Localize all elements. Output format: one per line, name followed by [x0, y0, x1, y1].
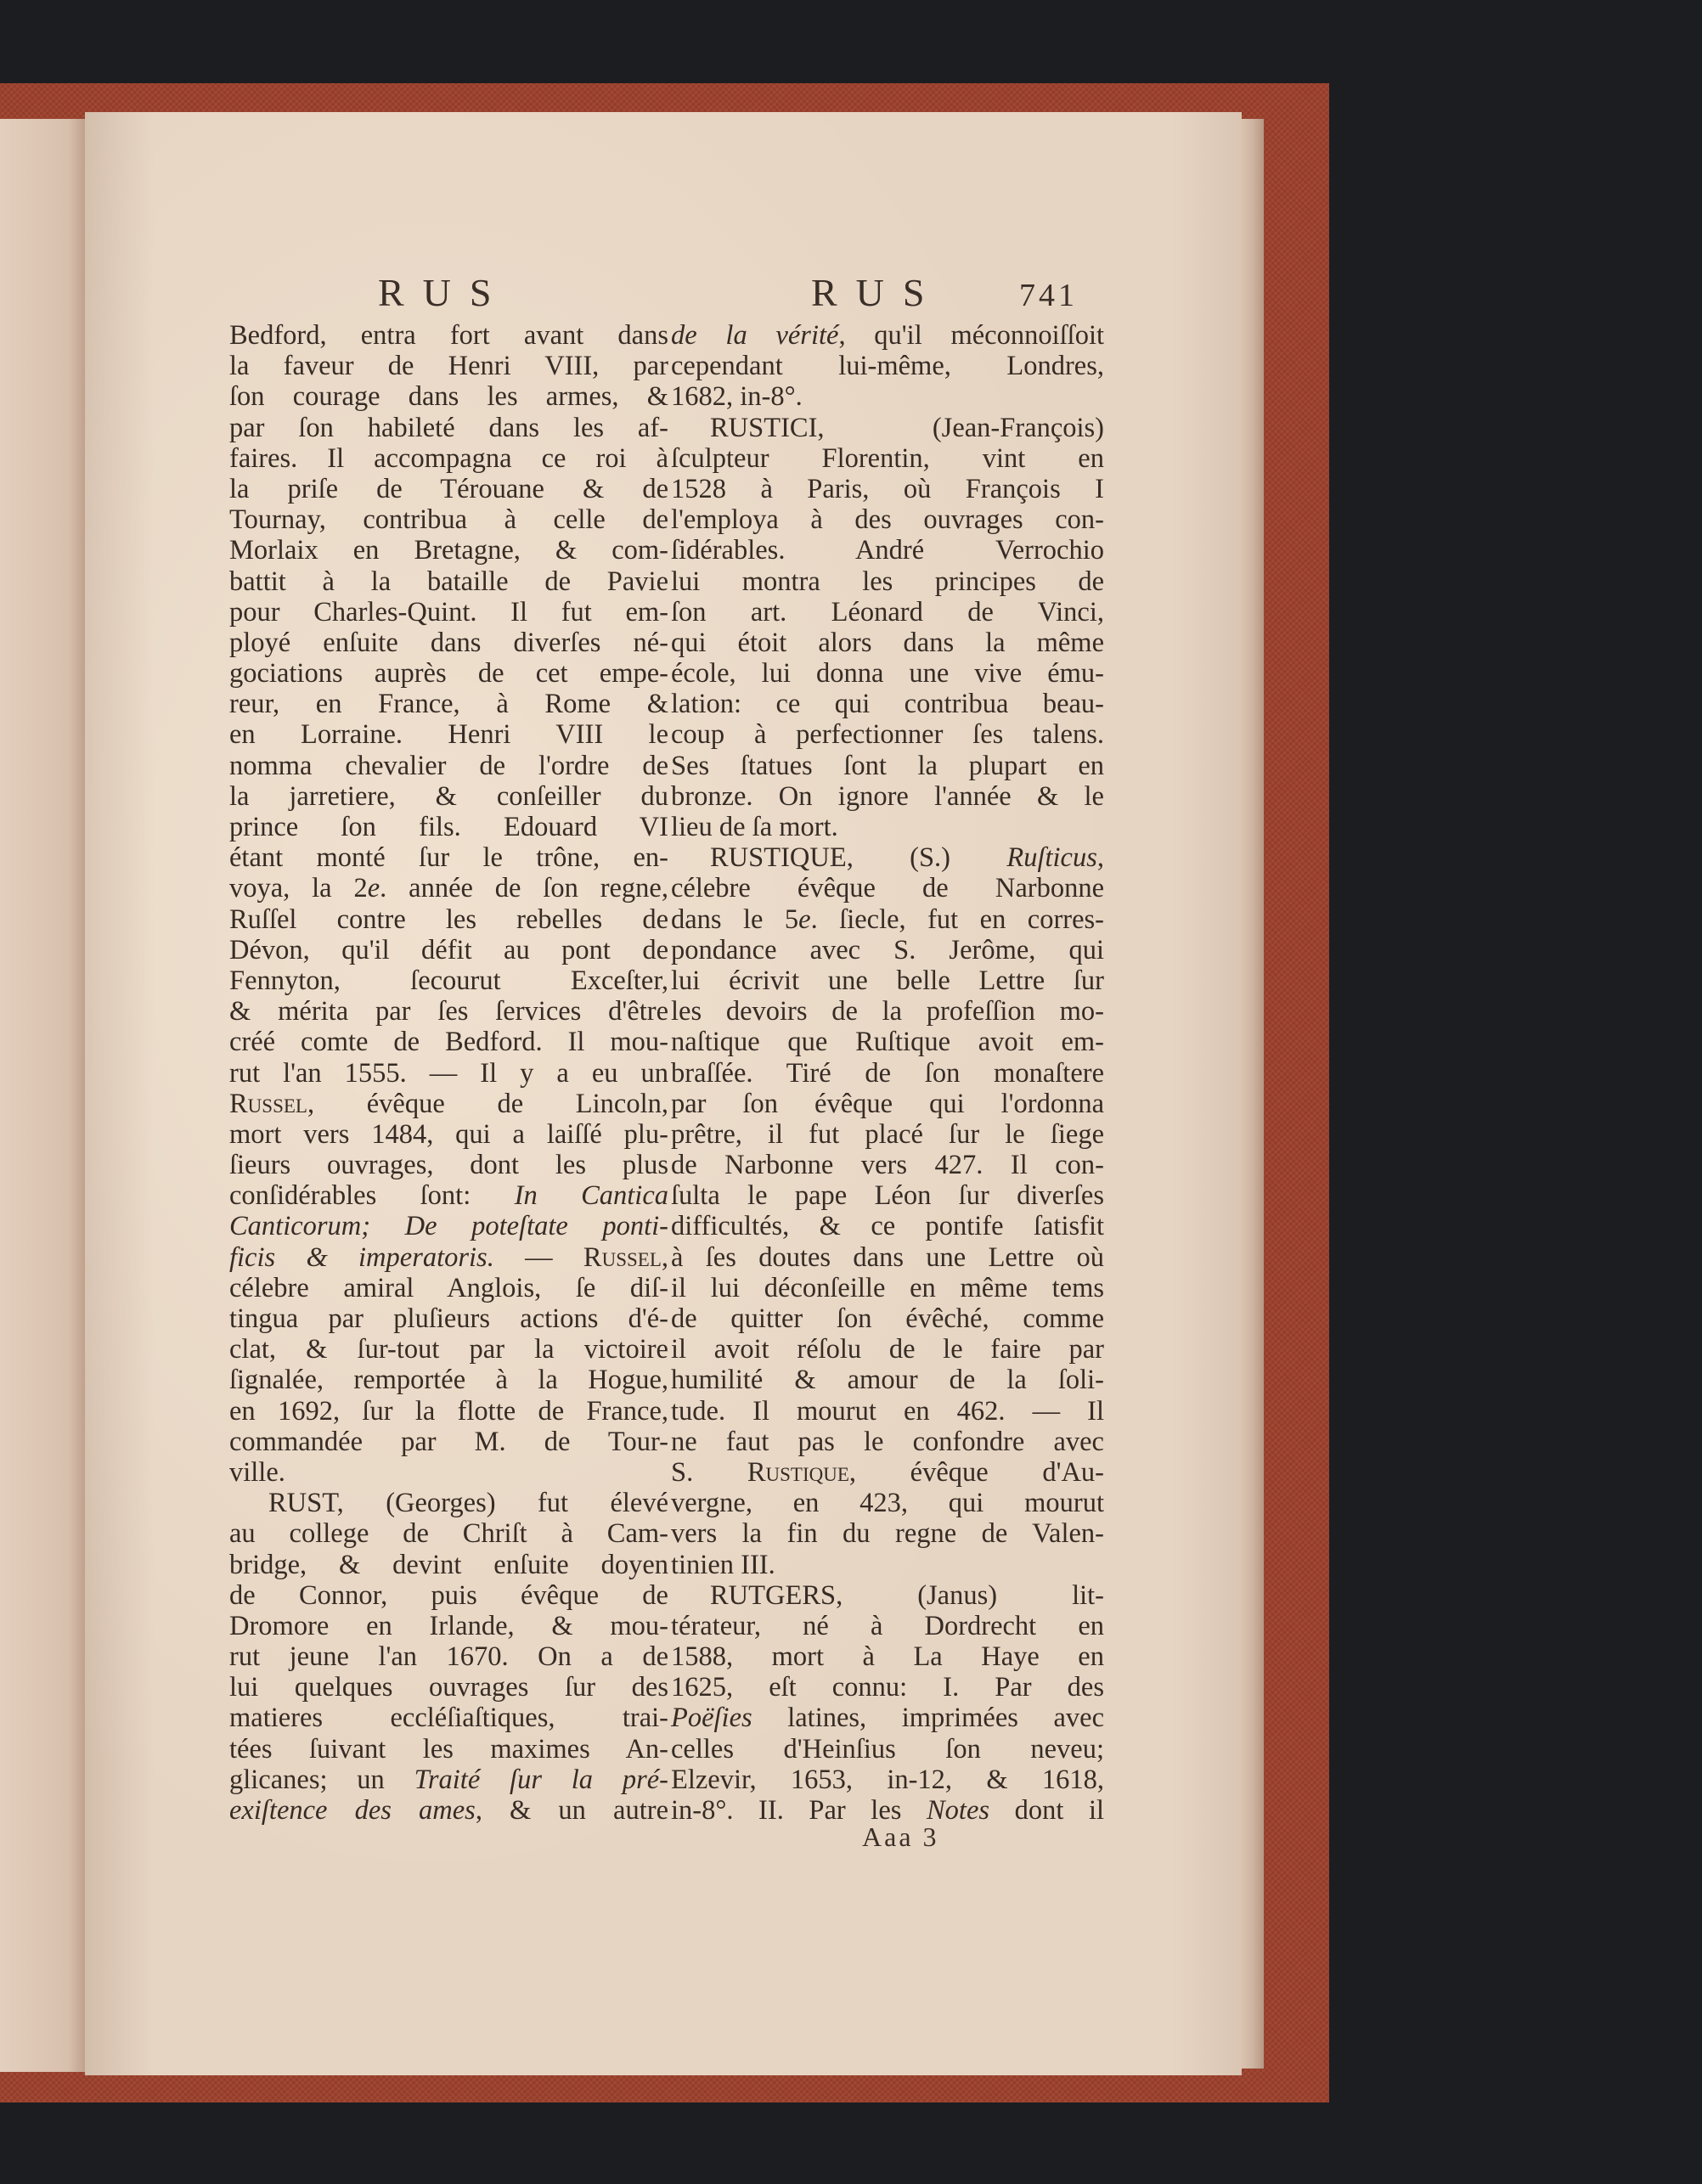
text-line	[229, 873, 668, 903]
text-run: —	[493, 1241, 583, 1273]
text-run: glicanes; un	[229, 1764, 414, 1795]
text-line	[229, 719, 668, 750]
text-line	[671, 1672, 1104, 1703]
text-run: braſſée. Tiré de ſon monaſtere	[671, 1057, 1104, 1089]
text-run: ſidérables. André Verrochio	[671, 535, 1104, 566]
text-run: ſon courage dans les armes, &	[229, 381, 668, 413]
text-line	[671, 1518, 1104, 1549]
text-line	[671, 842, 1104, 873]
text-line	[229, 566, 668, 597]
text-run: in-8°. II. Par les	[671, 1795, 927, 1826]
text-line	[229, 842, 668, 873]
text-line	[229, 1180, 668, 1211]
text-line	[671, 1180, 1104, 1211]
text-line	[229, 320, 668, 351]
text-line	[671, 1427, 1104, 1457]
text-run: & mérita par ſes ſervices d'être	[229, 996, 668, 1027]
text-line	[671, 1211, 1104, 1241]
italic-text-run: exiſtence des ames	[229, 1795, 476, 1826]
text-run: tude. Il mourut en 462. — Il	[671, 1395, 1104, 1427]
text-line	[671, 320, 1104, 351]
text-run: pour Charles-Quint. Il fut em-	[229, 596, 668, 628]
text-run: qui étoit alors dans la même	[671, 627, 1104, 658]
text-run: conſidérables ſont:	[229, 1180, 515, 1212]
text-line	[671, 535, 1104, 566]
text-run: clat, & ſur-tout par la victoire	[229, 1334, 668, 1365]
text-run: dont il	[989, 1795, 1105, 1826]
text-run: ,	[661, 1241, 668, 1273]
text-line	[229, 1518, 668, 1549]
page-block-edge	[1242, 119, 1264, 2069]
text-run: gociations auprès de cet empe-	[229, 658, 668, 690]
text-run: l'employa à des ouvrages con-	[671, 504, 1104, 536]
text-run: RUSTIQUE, (S.)	[710, 842, 1007, 874]
text-line	[671, 1119, 1104, 1150]
italic-text-run: Poëſies	[671, 1703, 752, 1734]
text-line	[671, 781, 1104, 812]
text-line	[671, 658, 1104, 689]
text-run: la jarretiere, & conſeiller du	[229, 780, 668, 812]
text-run: 1588, mort à La Haye en	[671, 1641, 1104, 1673]
italic-text-run: Canticorum; De poteſtate ponti-	[229, 1211, 668, 1242]
text-run: . ſiecle, fut en corres-	[810, 903, 1104, 935]
text-run: mort vers 1484, qui a laiſſé plu-	[229, 1118, 668, 1150]
text-line	[229, 1795, 668, 1826]
text-run: lui montra les principes de	[671, 566, 1104, 597]
text-line	[229, 351, 668, 381]
text-line	[671, 1457, 1104, 1488]
text-run: à ſes doutes dans une Lettre où	[671, 1241, 1104, 1273]
text-run: les devoirs de la profeſſion mo-	[671, 996, 1104, 1027]
text-run: en Lorraine. Henri VIII le	[229, 719, 668, 751]
text-line	[229, 965, 668, 996]
text-run: . année de ſon regne,	[380, 873, 668, 904]
page-number: 741	[1019, 278, 1078, 313]
text-line	[229, 1365, 668, 1395]
text-run: 1682, in-8°.	[671, 381, 803, 413]
text-line	[671, 1150, 1104, 1180]
text-run: Tournay, contribua à celle de	[229, 504, 668, 536]
text-line	[229, 1211, 668, 1241]
text-run: ne faut pas le confondre avec	[671, 1426, 1104, 1457]
text-run: ſon art. Léonard de Vinci,	[671, 596, 1104, 628]
text-line	[671, 504, 1104, 535]
text-run: de quitter ſon évêché, comme	[671, 1303, 1104, 1334]
text-line	[229, 1734, 668, 1765]
text-line	[229, 1089, 668, 1119]
italic-text-run: In Cantica	[514, 1180, 668, 1212]
running-head-right: RUS	[811, 271, 944, 314]
text-line	[229, 413, 668, 443]
text-run: créé comte de Bedford. Il mou-	[229, 1027, 668, 1058]
text-run: rut jeune l'an 1670. On a de	[229, 1641, 668, 1673]
text-line	[671, 689, 1104, 719]
running-head-left: RUS	[378, 271, 510, 314]
text-run: latines, imprimées avec	[752, 1703, 1104, 1734]
text-run: rut l'an 1555. — Il y a eu un	[229, 1057, 668, 1089]
text-run: ville.	[229, 1456, 285, 1488]
text-run: 1528 à Paris, où François I	[671, 473, 1104, 504]
text-line	[671, 1365, 1104, 1395]
text-line	[671, 597, 1104, 628]
text-line	[229, 1427, 668, 1457]
italic-text-run: Notes	[926, 1795, 990, 1826]
text-line	[229, 1396, 668, 1427]
text-run: celles d'Heinſius ſon neveu;	[671, 1733, 1104, 1765]
text-line	[229, 689, 668, 719]
text-line	[671, 1580, 1104, 1611]
text-line	[229, 443, 668, 474]
text-column-left	[229, 320, 668, 1826]
text-run: école, lui donna une vive ému-	[671, 658, 1104, 690]
text-run: lui écrivit une belle Lettre ſur	[671, 965, 1104, 996]
italic-text-run: e	[367, 873, 380, 904]
italic-text-run: Ruſticus	[1006, 842, 1097, 874]
text-run: tées ſuivant les maximes An-	[229, 1733, 668, 1765]
text-line	[671, 1550, 1104, 1580]
small-caps-text-run: Russel	[229, 1088, 307, 1119]
text-line	[671, 1027, 1104, 1057]
text-run: de Connor, puis évêque de	[229, 1579, 668, 1611]
text-line	[229, 781, 668, 812]
text-run: dans le 5	[671, 903, 799, 935]
text-line	[671, 1611, 1104, 1641]
text-run: lation: ce qui contribua beau-	[671, 689, 1104, 720]
text-line	[671, 904, 1104, 935]
text-run: bronze. On ignore l'année & le	[671, 780, 1104, 812]
text-line	[229, 1580, 668, 1611]
text-line	[229, 1273, 668, 1303]
text-line	[671, 1734, 1104, 1765]
text-run: , & un autre	[475, 1795, 668, 1826]
text-run: voya, la 2	[229, 873, 368, 904]
text-run: ſieurs ouvrages, dont les plus	[229, 1150, 668, 1181]
text-run: naſtique que Ruſtique avoit em-	[671, 1027, 1104, 1058]
text-run: 1625, eſt connu: I. Par des	[671, 1672, 1104, 1703]
text-run: difficultés, & ce pontife ſatisfit	[671, 1211, 1104, 1242]
text-line	[671, 474, 1104, 504]
text-line	[671, 1396, 1104, 1427]
text-line	[229, 474, 668, 504]
text-run: nomma chevalier de l'ordre de	[229, 750, 668, 781]
text-run: en 1692, ſur la flotte de France,	[229, 1395, 668, 1427]
text-run: Fennyton, ſecourut Exceſter,	[229, 965, 668, 996]
text-run: Dévon, qu'il défit au pont de	[229, 934, 668, 965]
italic-text-run: ficis & imperatoris.	[229, 1241, 494, 1273]
text-line	[229, 1334, 668, 1365]
text-run: RUST, (Georges) fut élevé	[268, 1488, 668, 1519]
text-line	[671, 812, 1104, 842]
text-run: , qu'il méconnoiſſoit	[838, 320, 1104, 351]
text-run: prêtre, il fut placé ſur le ſiege	[671, 1118, 1104, 1150]
italic-text-run: Traité ſur la pré-	[414, 1764, 668, 1795]
small-caps-text-run: Rustique	[747, 1456, 849, 1488]
text-line	[671, 1058, 1104, 1089]
text-line	[229, 1488, 668, 1518]
text-line	[671, 1273, 1104, 1303]
text-line	[229, 1765, 668, 1795]
text-line	[671, 1488, 1104, 1518]
text-run: étant monté ſur le trône, en-	[229, 842, 668, 874]
text-run: prince ſon fils. Edouard VI	[229, 812, 668, 842]
text-line	[671, 751, 1104, 781]
text-run: il lui déconſeille en même tems	[671, 1272, 1104, 1303]
text-line	[671, 965, 1104, 996]
small-caps-text-run: Russel	[583, 1241, 662, 1273]
text-run: térateur, né à Dordrecht en	[671, 1610, 1104, 1641]
text-line	[229, 1242, 668, 1273]
text-line	[229, 1027, 668, 1057]
text-line	[229, 904, 668, 935]
text-run: pondance avec S. Jerôme, qui	[671, 934, 1104, 965]
text-run: célebre amiral Anglois, ſe diſ-	[229, 1272, 668, 1303]
text-run: il avoit réſolu de le faire par	[671, 1334, 1104, 1365]
text-run: Dromore en Irlande, & mou-	[229, 1610, 668, 1641]
text-run: vers la fin du regne de Valen-	[671, 1518, 1104, 1550]
text-line	[229, 812, 668, 842]
text-run: Ses ſtatues ſont la plupart en	[671, 750, 1104, 781]
text-line	[229, 1611, 668, 1641]
text-run: bridge, & devint enſuite doyen	[229, 1549, 668, 1580]
text-run: battit à la bataille de Pavie	[229, 566, 668, 597]
text-run: ſignalée, remportée à la Hogue,	[229, 1365, 668, 1396]
text-run: faires. Il accompagna ce roi à	[229, 442, 668, 474]
text-line	[671, 1303, 1104, 1334]
text-run: , évêque de Lincoln,	[307, 1088, 668, 1119]
text-run: au college de Chriſt à Cam-	[229, 1518, 668, 1550]
text-line	[671, 1641, 1104, 1672]
text-line	[229, 935, 668, 965]
text-line	[671, 719, 1104, 750]
text-run: coup à perfectionner ſes talens.	[671, 719, 1104, 751]
text-run: RUSTICI, (Jean-François)	[710, 412, 1104, 443]
text-line	[229, 658, 668, 689]
text-line	[671, 628, 1104, 658]
text-line	[229, 751, 668, 781]
text-run: la priſe de Térouane & de	[229, 473, 668, 504]
text-run: reur, en France, à Rome &	[229, 689, 668, 720]
text-line	[229, 996, 668, 1027]
text-run: Bedford, entra fort avant dans	[229, 320, 668, 351]
text-line	[671, 1334, 1104, 1365]
text-line	[229, 1058, 668, 1089]
text-run: Ruſſel contre les rebelles de	[229, 903, 668, 935]
text-line	[671, 443, 1104, 474]
text-line	[229, 535, 668, 566]
text-run: de Narbonne vers 427. Il con-	[671, 1150, 1104, 1181]
text-run: matieres eccléſiaſtiques, trai-	[229, 1703, 668, 1734]
italic-text-run: e	[798, 903, 811, 935]
text-run: S.	[671, 1456, 747, 1488]
text-run: lui quelques ouvrages ſur des	[229, 1672, 668, 1703]
text-run: cependant lui-même, Londres,	[671, 351, 1104, 382]
text-run: humilité & amour de la ſoli-	[671, 1365, 1104, 1396]
text-run: ſculpteur Florentin, vint en	[671, 442, 1104, 474]
text-run: commandée par M. de Tour-	[229, 1426, 668, 1457]
italic-text-run: de la vérité	[671, 320, 839, 351]
text-line	[229, 1150, 668, 1180]
text-line	[229, 1703, 668, 1733]
text-column-right	[671, 320, 1104, 1826]
signature-mark: Aaa 3	[862, 1821, 939, 1852]
facing-page-edge	[0, 119, 85, 2072]
text-run: ,	[1096, 842, 1104, 874]
text-line	[229, 1303, 668, 1334]
text-run: lieu de ſa mort.	[671, 812, 838, 842]
text-line	[671, 566, 1104, 597]
text-run: ſulta le pape Léon ſur diverſes	[671, 1180, 1104, 1212]
text-line	[229, 628, 668, 658]
text-line	[671, 1703, 1104, 1733]
text-line	[229, 1119, 668, 1150]
text-line	[671, 996, 1104, 1027]
text-line	[671, 1765, 1104, 1795]
text-line	[229, 1641, 668, 1672]
text-run: par ſon habileté dans les af-	[229, 412, 668, 443]
text-line	[229, 597, 668, 628]
text-run: par ſon évêque qui l'ordonna	[671, 1088, 1104, 1119]
text-line	[671, 381, 1104, 412]
text-run: Elzevir, 1653, in-12, & 1618,	[671, 1764, 1104, 1795]
text-run: tingua par pluſieurs actions d'é-	[229, 1303, 668, 1334]
text-line	[671, 413, 1104, 443]
text-line	[671, 873, 1104, 903]
text-run: tinien III.	[671, 1549, 775, 1580]
text-line	[671, 351, 1104, 381]
text-line	[229, 1457, 668, 1488]
text-run: ployé enſuite dans diverſes né-	[229, 627, 668, 658]
text-run: , évêque d'Au-	[848, 1456, 1104, 1488]
text-line	[671, 935, 1104, 965]
text-run: la faveur de Henri VIII, par	[229, 351, 668, 382]
text-line	[229, 504, 668, 535]
text-line	[229, 1672, 668, 1703]
text-run: vergne, en 423, qui mourut	[671, 1488, 1104, 1519]
text-line	[229, 381, 668, 412]
text-line	[229, 1550, 668, 1580]
text-line	[671, 1242, 1104, 1273]
text-line	[671, 1089, 1104, 1119]
text-run: RUTGERS, (Janus) lit-	[710, 1579, 1104, 1611]
text-run: célebre évêque de Narbonne	[671, 873, 1104, 904]
text-run: Morlaix en Bretagne, & com-	[229, 535, 668, 566]
